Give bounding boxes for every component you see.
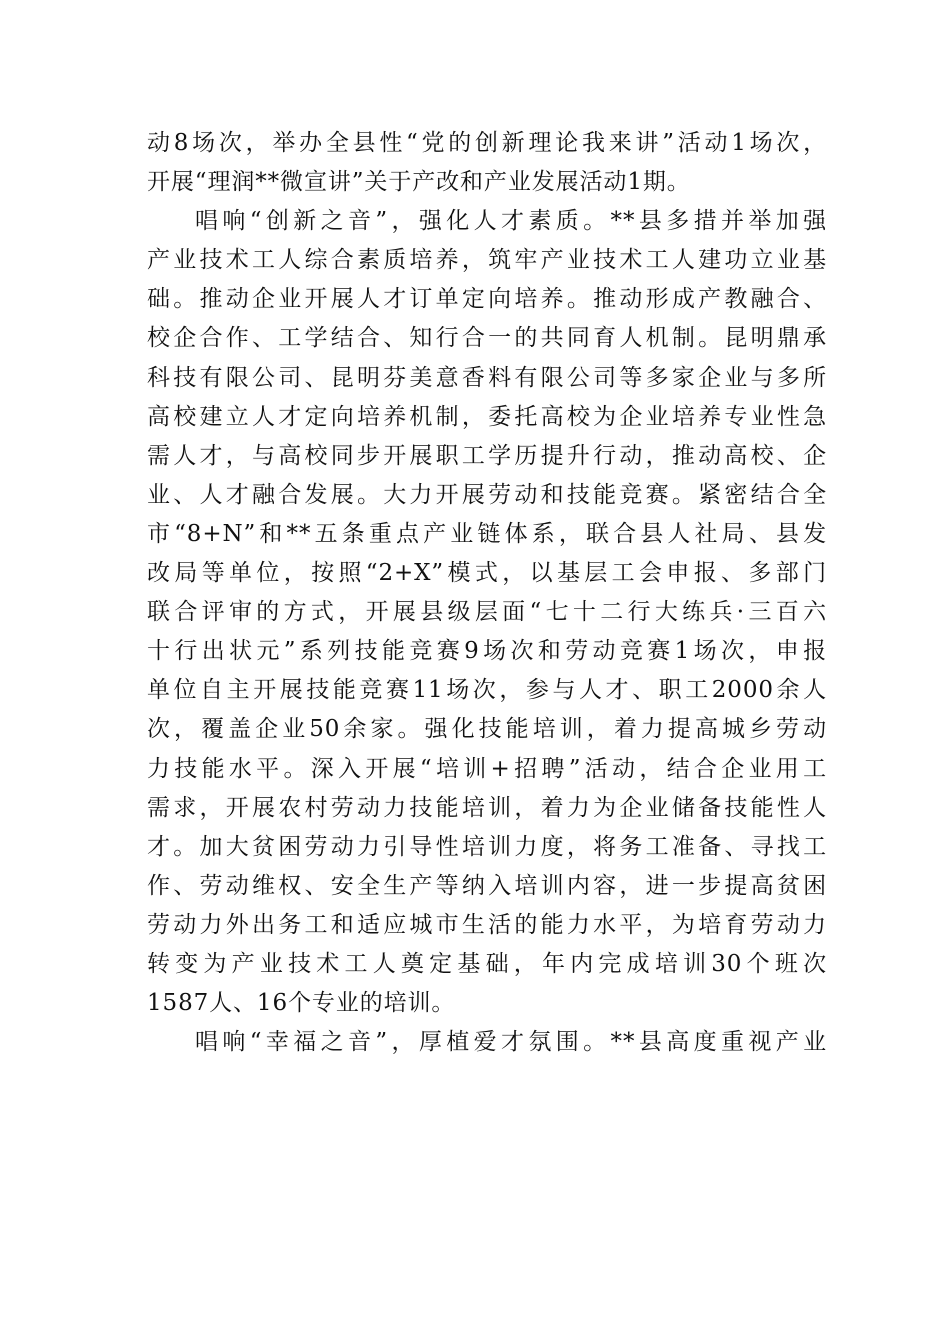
text-line: 市“8+N”和**五条重点产业链体系，联合县人社局、县发 bbox=[147, 520, 827, 547]
text-line: 需求，开展农村劳动力技能培训，着力为企业储备技能性人 bbox=[147, 794, 827, 821]
text-line: 作、劳动维权、安全生产等纳入培训内容，进一步提高贫困 bbox=[147, 872, 827, 899]
text-line: 单位自主开展技能竞赛11场次，参与人才、职工2000余人 bbox=[147, 677, 827, 704]
body-text bbox=[147, 124, 827, 1062]
text-line: 产业技术工人综合素质培养，筑牢产业技术工人建功立业基 bbox=[147, 247, 827, 274]
text-line: 需人才，与高校同步开展职工学历提升行动，推动高校、企 bbox=[147, 442, 827, 469]
text-line: 唱响“幸福之音”，厚植爱才氛围。**县高度重视产业 bbox=[195, 1029, 827, 1056]
text-line: 次，覆盖企业50余家。强化技能培训，着力提高城乡劳动 bbox=[147, 716, 827, 743]
text-line: 改局等单位，按照“2+X”模式，以基层工会申报、多部门 bbox=[147, 560, 827, 587]
text-line: 十行出状元”系列技能竞赛9场次和劳动竞赛1场次，申报 bbox=[147, 638, 827, 665]
text-line: 校企合作、工学结合、知行合一的共同育人机制。昆明鼎承 bbox=[147, 325, 827, 352]
text-line: 力技能水平。深入开展“培训+招聘”活动，结合企业用工 bbox=[147, 755, 827, 782]
text-line: 劳动力外出务工和适应城市生活的能力水平，为培育劳动力 bbox=[147, 911, 827, 938]
text-line: 联合评审的方式，开展县级层面“七十二行大练兵·三百六 bbox=[147, 599, 827, 626]
text-line: 唱响“创新之音”，强化人才素质。**县多措并举加强 bbox=[195, 208, 827, 235]
text-line: 1587人、16个专业的培训。 bbox=[147, 990, 456, 1017]
text-line: 高校建立人才定向培养机制，委托高校为企业培养专业性急 bbox=[147, 403, 827, 430]
text-line: 开展“理润**微宣讲”关于产改和产业发展活动1期。 bbox=[147, 169, 691, 196]
text-line: 转变为产业技术工人奠定基础，年内完成培训30个班次 bbox=[147, 950, 827, 977]
text-line: 才。加大贫困劳动力引导性培训力度，将务工准备、寻找工 bbox=[147, 833, 827, 860]
text-line: 动8场次，举办全县性“党的创新理论我来讲”活动1场次， bbox=[147, 130, 827, 156]
text-line: 业、人才融合发展。大力开展劳动和技能竞赛。紧密结合全 bbox=[147, 481, 827, 508]
text-line: 科技有限公司、昆明芬美意香料有限公司等多家企业与多所 bbox=[147, 364, 827, 391]
text-line: 础。推动企业开展人才订单定向培养。推动形成产教融合、 bbox=[147, 286, 827, 313]
